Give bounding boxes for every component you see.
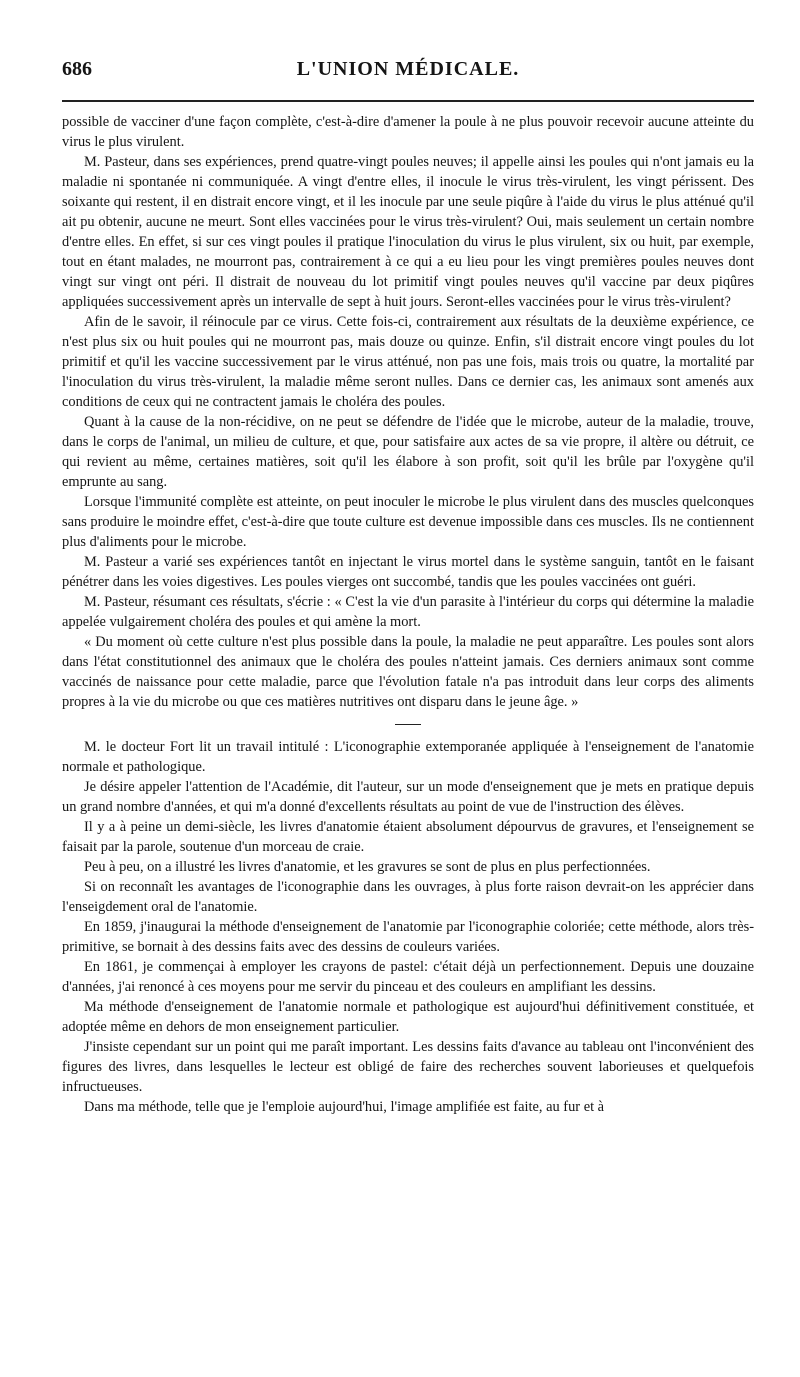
- section-separator: [395, 724, 421, 725]
- paragraph: M. Pasteur, résumant ces résultats, s'écrie : « C'est la vie d'un parasite à l'intérieur du corps qui détermine la maladie appelée vulgairement choléra des poules et qui amène la mort.: [62, 594, 754, 630]
- paragraph: possible de vacciner d'une façon complète, c'est-à-dire d'amener la poule à ne plus pouvoir recevoir aucune atteinte du virus le plus virulent.: [62, 114, 754, 150]
- paragraph: J'insiste cependant sur un point qui me paraît important. Les dessins faits d'avance au tableau ont l'inconvénient des figures des livres, dans lesquelles le lecteur est obligé de faire des recherches souvent laborieuses et quelquefois infructueuses.: [62, 1039, 754, 1095]
- paragraph: M. Pasteur, dans ses expériences, prend quatre-vingt poules neuves; il appelle ainsi les poules qui n'ont jamais eu la maladie ni spontanée ni communiquée. A vingt d'entre elles, il inocule le virus très-virulent, les vingt périssent. Des soixante qui restent, il en distrait encore vingt, et il les inocule par une seule piqûre à l'aide du virus le plus atténué qu'il ait pu obtenir, aucune ne meurt. Sont elles vaccinées pour le virus très-virulent? Oui, mais seulement un certain nombre d'entre elles. En effet, si sur ces vingt poules il pratique l'inoculation du virus le plus virulent, six ou huit, par exemple, tout en étant malades, ne mourront pas, contrairement à ce qui a eu lieu pour les vingt premières poules neuves dont vingt sur vingt ont péri. Il distrait de nouveau du lot primitif vingt poules neuves qu'il vaccine par deux piqûres appliquées successivement après un intervalle de sept à huit jours. Seront-elles vaccinées pour le virus très-virulent?: [62, 154, 754, 310]
- paragraph: Peu à peu, on a illustré les livres d'anatomie, et les gravures se sont de plus en plus perfectionnées.: [84, 859, 651, 875]
- paragraph: Si on reconnaît les avantages de l'iconographie dans les ouvrages, à plus forte raison devrait-on les apprécier dans l'enseigdement oral de l'anatomie.: [62, 879, 754, 915]
- paragraph: Dans ma méthode, telle que je l'emploie aujourd'hui, l'image amplifiée est faite, au fur et à: [84, 1099, 605, 1115]
- paragraph: Quant à la cause de la non-récidive, on ne peut se défendre de l'idée que le microbe, auteur de la maladie, trouve, dans le corps de l'animal, un milieu de culture, et que, pour satisfaire aux actes de sa vie propre, il altère ou détruit, ce qui revient au même, certaines matières, soit qu'il les élabore à son profit, soit qu'il les brûle par l'oxygène qu'il emprunte au sang.: [62, 414, 754, 490]
- paragraph: Il y a à peine un demi-siècle, les livres d'anatomie étaient absolument dépourvus de gravures, et l'enseignement se faisait par la parole, soutenue d'un morceau de craie.: [62, 819, 754, 855]
- paragraph: Afin de le savoir, il réinocule par ce virus. Cette fois-ci, contrairement aux résultats de la deuxième expérience, ce n'est plus six ou huit poules qui ne mourront pas, mais douze ou quinze. Enfin, s'il distrait encore vingt poules du lot primitif et qu'il les vaccine successivement par le virus atténué, non pas une fois, mais trois ou quatre, la mortalité par l'inoculation du virus très-virulent, la maladie même seront nulles. Dans ce dernier cas, les animaux sont amenés aux conditions de ceux qui ne contractent jamais le choléra des poules.: [62, 314, 754, 410]
- paragraph: Lorsque l'immunité complète est atteinte, on peut inoculer le microbe le plus virulent dans des muscles quelconques sans produire le moindre effet, c'est-à-dire que toute culture est devenue impossible dans ces muscles. Ils ne contiennent plus d'aliments pour le microbe.: [62, 494, 754, 550]
- paragraph: En 1861, je commençai à employer les crayons de pastel: c'était déjà un perfectionnement. Depuis une douzaine d'années, j'ai renoncé à ces moyens pour me servir du pinceau et des couleurs en amplifiant les dessins.: [62, 959, 754, 995]
- page-number: 686: [62, 58, 92, 80]
- paragraph: M. le docteur Fort lit un travail intitulé : L'iconographie extemporanée appliquée à l'enseignement de l'anatomie normale et pathologique.: [62, 739, 754, 775]
- paragraph: M. Pasteur a varié ses expériences tantôt en injectant le virus mortel dans le système sanguin, tantôt en le faisant pénétrer dans les voies digestives. Les poules vierges ont succombé, tandis que les poules vaccinées ont guéri.: [62, 554, 754, 590]
- paragraph: En 1859, j'inaugurai la méthode d'enseignement de l'anatomie par l'iconographie coloriée; cette méthode, alors très-primitive, se bornait à des dessins faits avec des dessins de couleurs variées.: [62, 919, 754, 955]
- page-header: [62, 58, 754, 88]
- running-title: L'UNION MÉDICALE.: [296, 58, 520, 80]
- paragraph: Ma méthode d'enseignement de l'anatomie normale et pathologique est aujourd'hui définitivement constituée, et adoptée même en dehors de mon enseignement particulier.: [62, 999, 754, 1035]
- article-body: [62, 112, 754, 1117]
- header-rule: [62, 100, 754, 102]
- paragraph: « Du moment où cette culture n'est plus possible dans la poule, la maladie ne peut apparaître. Les poules sont alors dans l'état constitutionnel des animaux que le choléra des poules n'atteint jamais. Ces derniers animaux sont comme vaccinés de naissance pour cette maladie, parce que l'évolution fatale n'a pas introduit dans leur corps des aliments propres à la vie du microbe ou que ces matières nutritives ont disparu dans le jeune âge. »: [62, 634, 754, 710]
- paragraph: Je désire appeler l'attention de l'Académie, dit l'auteur, sur un mode d'enseignement que je mets en pratique depuis un grand nombre d'années, et qui m'a donné d'excellents résultats au point de vue de l'instruction des élèves.: [62, 779, 754, 815]
